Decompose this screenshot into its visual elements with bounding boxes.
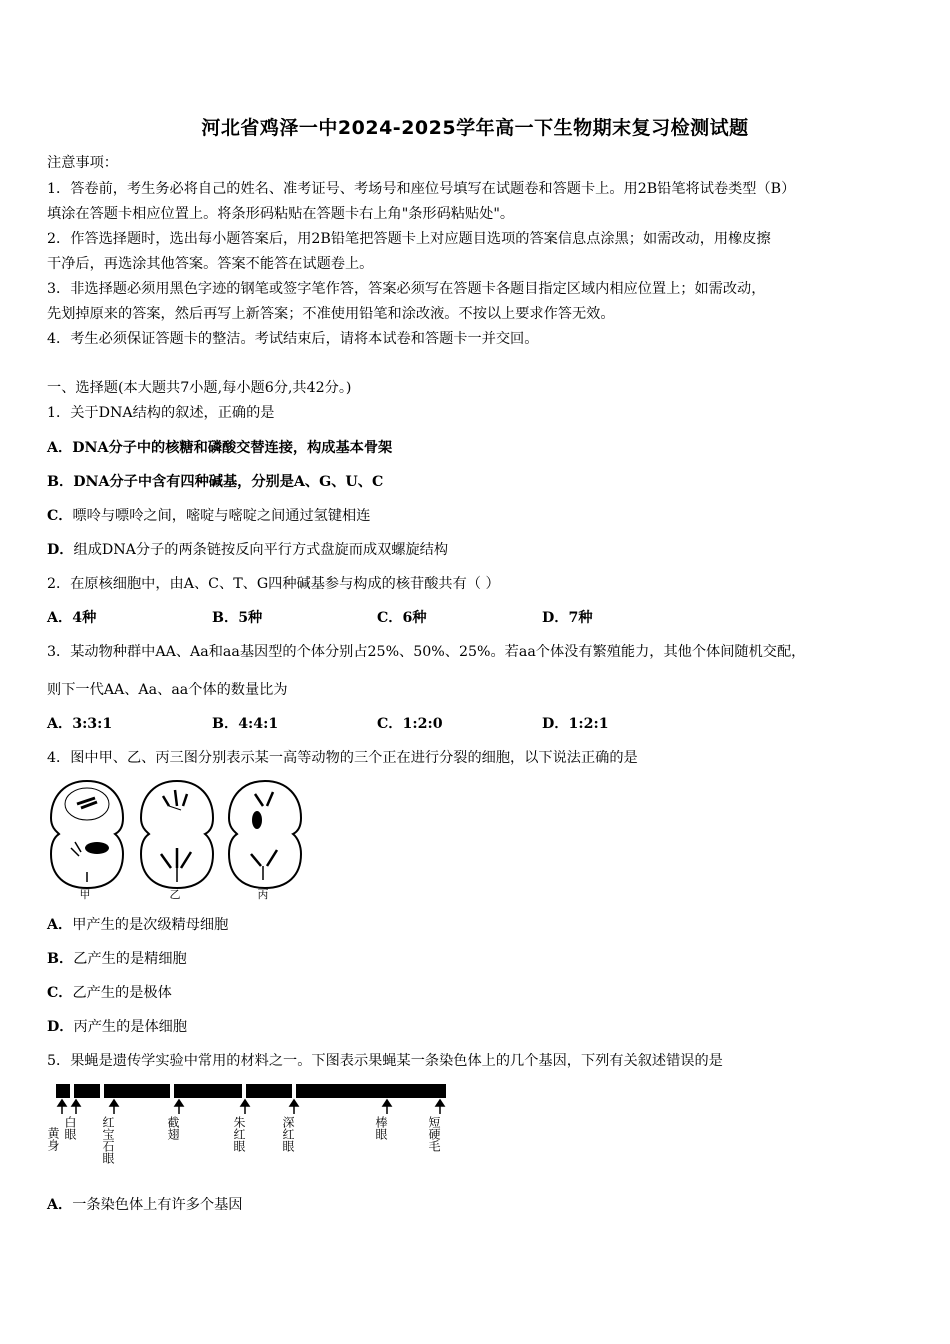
figure-label-bing: 丙 xyxy=(257,888,269,901)
gene-arrows xyxy=(58,1100,444,1114)
chromosome-gene-map xyxy=(46,1080,460,1164)
gene-labels xyxy=(46,1115,441,1165)
question-1-stem: 1．关于DNA结构的叙述，正确的是 xyxy=(47,405,275,421)
q3-option-d[interactable]: D．1:2:1 xyxy=(542,716,609,732)
q3-option-b[interactable]: B．4:4:1 xyxy=(212,716,279,732)
page-title: 河北省鸡泽一中2024-2025学年高一下生物期末复习检测试题 xyxy=(201,117,749,139)
chromosome-bar xyxy=(56,1084,446,1098)
notice-line: 先划掉原来的答案，然后再写上新答案；不准使用铅笔和涂改液。不按以上要求作答无效。 xyxy=(47,306,615,322)
q5-option-a[interactable]: A．一条染色体上有许多个基因 xyxy=(47,1197,243,1213)
gene-label-deep-red-eye: 深红眼 xyxy=(281,1116,295,1152)
q1-option-a[interactable]: A．DNA分子中的核糖和磷酸交替连接，构成基本骨架 xyxy=(47,440,393,456)
q1-option-b[interactable]: B．DNA分子中含有四种碱基，分别是A、G、U、C xyxy=(47,474,384,490)
q2-option-b[interactable]: B．5种 xyxy=(212,610,263,626)
cell-jia xyxy=(51,781,123,888)
gene-label-short-bristle: 短硬毛 xyxy=(427,1116,441,1152)
q4-option-d[interactable]: D．丙产生的是体细胞 xyxy=(47,1019,188,1035)
notice-line: 填涂在答题卡相应位置上。将条形码粘贴在答题卡右上角"条形码粘贴处"。 xyxy=(47,206,515,222)
q1-option-d[interactable]: D．组成DNA分子的两条链按反向平行方式盘旋而成双螺旋结构 xyxy=(47,542,449,558)
figure-label-yi: 乙 xyxy=(169,888,181,901)
gene-label-ruby-eye: 红宝石眼 xyxy=(101,1116,115,1164)
q2-option-a[interactable]: A．4种 xyxy=(47,610,97,626)
q4-option-a[interactable]: A．甲产生的是次级精母细胞 xyxy=(47,917,229,933)
q3-option-c[interactable]: C．1:2:0 xyxy=(377,716,443,732)
gene-label-vermilion-eye: 朱红眼 xyxy=(232,1116,246,1152)
question-5-stem: 5．果蝇是遗传学实验中常用的材料之一。下图表示果蝇某一条染色体上的几个基因，下列有关叙述错误的是 xyxy=(47,1053,723,1069)
question-3-stem-cont: 则下一代AA、Aa、aa个体的数量比为 xyxy=(47,682,288,698)
gene-label-yellow-body: 黄身 xyxy=(46,1127,60,1151)
notice-line: 4．考生必须保证答题卡的整洁。考试结束后，请将本试卷和答题卡一并交回。 xyxy=(47,331,539,347)
notice-line: 2．作答选择题时，选出每小题答案后，用2B铅笔把答题卡上对应题目选项的答案信息点涂黑；如需改动，用橡皮擦 xyxy=(47,231,771,247)
notice-heading: 注意事项： xyxy=(47,155,118,171)
notice-line: 3．非选择题必须用黑色字迹的钢笔或签字笔作答，答案必须写在答题卡各题目指定区域内相应位置上；如需改动， xyxy=(47,281,766,297)
notice-line: 1．答卷前，考生务必将自己的姓名、准考证号、考场号和座位号填写在试题卷和答题卡上。用2B铅笔将试卷类型（B） xyxy=(47,181,796,197)
question-3-stem: 3．某动物种群中AA、Aa和aa基因型的个体分别占25%、50%、25%。若aa个体没有繁殖能力，其他个体间随机交配， xyxy=(47,644,806,660)
q3-option-a[interactable]: A．3:3:1 xyxy=(47,716,113,732)
q4-option-b[interactable]: B．乙产生的是精细胞 xyxy=(47,951,187,967)
notice-line: 干净后，再选涂其他答案。答案不能答在试题卷上。 xyxy=(47,256,374,272)
cell-yi xyxy=(141,781,213,888)
q2-option-c[interactable]: C．6种 xyxy=(377,610,427,626)
cell-division-figure xyxy=(45,776,305,901)
q1-option-c[interactable]: C．嘌呤与嘌呤之间，嘧啶与嘧啶之间通过氢键相连 xyxy=(47,508,371,524)
q2-option-d[interactable]: D．7种 xyxy=(542,610,593,626)
q4-option-c[interactable]: C．乙产生的是极体 xyxy=(47,985,172,1001)
question-4-stem: 4．图中甲、乙、丙三图分别表示某一高等动物的三个正在进行分裂的细胞，以下说法正确的是 xyxy=(47,750,638,766)
question-2-stem: 2．在原核细胞中，由A、C、T、G四种碱基参与构成的核苷酸共有（ ） xyxy=(47,576,500,592)
cell-bing xyxy=(229,781,301,888)
section-heading: 一、选择题(本大题共7小题,每小题6分,共42分。) xyxy=(47,380,352,396)
figure-label-jia: 甲 xyxy=(79,888,91,901)
gene-label-bar-eye: 棒眼 xyxy=(374,1116,388,1140)
gene-label-cut-wing: 截翅 xyxy=(166,1116,180,1140)
gene-label-white-eye: 白眼 xyxy=(63,1116,77,1140)
